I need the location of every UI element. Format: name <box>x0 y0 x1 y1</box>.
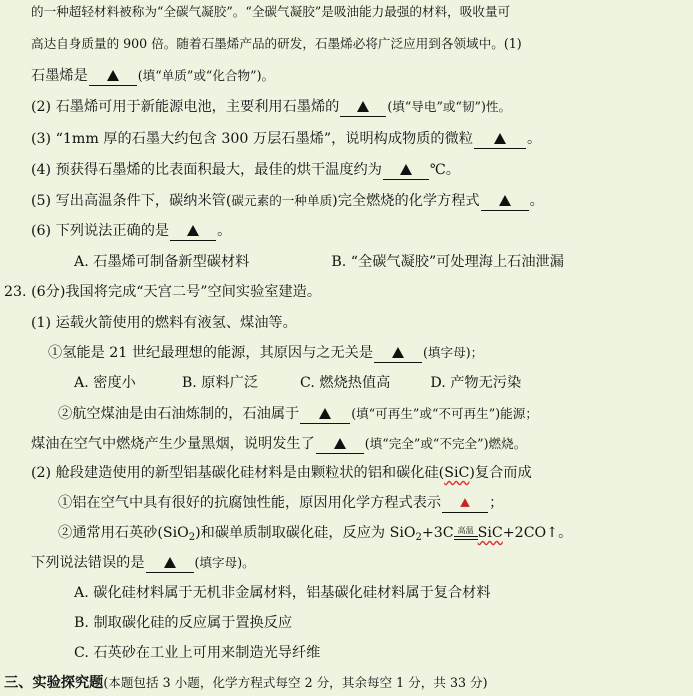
q23-1b2-text: 煤油在空气中燃烧产生少量黑烟，说明发生了 <box>31 436 315 452</box>
answer-blank[interactable] <box>146 554 194 573</box>
q23-2 <box>31 463 532 485</box>
answer-blank[interactable] <box>481 192 529 211</box>
q22-3-text: (3) “1mm 厚的石墨大约包含 300 万层石墨烯”，说明构成物质的微粒 <box>31 131 473 147</box>
triangle-marker-icon <box>334 438 346 449</box>
answer-blank[interactable] <box>474 130 526 149</box>
triangle-marker-icon <box>187 225 199 236</box>
section-3-note: (本题包括 3 小题，化学方程式每空 2 分，其余每空 1 分，共 33 分) <box>103 675 488 690</box>
q23-2a-text: ①铝在空气中具有很好的抗腐蚀性能，原因用化学方程式表示 <box>58 495 442 511</box>
q23-title-text: 23. (6分)我国将完成“天宫二号”空间实验室建造。 <box>4 284 322 300</box>
triangle-marker-icon <box>107 70 119 81</box>
text-line-1 <box>31 2 510 24</box>
text-line-2 <box>31 34 522 56</box>
reactant-c: +3C <box>421 525 454 541</box>
q23-2-c <box>31 553 255 575</box>
triangle-marker-icon <box>499 195 511 206</box>
q22-1-hint: (填“单质”或“化合物”)。 <box>137 68 275 83</box>
answer-blank[interactable] <box>442 494 488 513</box>
answer-blank[interactable] <box>340 98 386 117</box>
subscript-2: 2 <box>188 532 196 543</box>
q22-6-end: 。 <box>217 223 232 239</box>
sic-formula: SiC <box>444 465 470 481</box>
q23-1 <box>31 313 297 335</box>
section-3-heading <box>4 673 488 695</box>
q22-4-end: ℃。 <box>429 162 460 178</box>
q23-2c-hint: (填字母)。 <box>194 555 255 570</box>
q22-6 <box>31 221 231 243</box>
answer-blank[interactable] <box>383 161 429 180</box>
reaction-condition: 高温 <box>454 527 478 540</box>
q23-1-a <box>48 343 483 365</box>
triangle-marker-icon <box>460 498 470 507</box>
q23-2c-text: 下列说法错误的是 <box>31 555 145 571</box>
q22-3 <box>31 129 541 151</box>
q23-2a-end: ； <box>489 495 504 511</box>
q22-3-end: 。 <box>526 131 542 147</box>
q23-2-text2: )复合而成 <box>469 465 532 481</box>
q23-1b-text: ②航空煤油是由石油炼制的，石油属于 <box>58 406 300 422</box>
q23-2-a <box>58 493 503 515</box>
q23-1a-hint: (填字母)； <box>423 345 484 360</box>
option-d: D. 产物无污染 <box>430 375 522 391</box>
q23-2-option-c <box>74 643 320 665</box>
answer-blank[interactable] <box>374 344 422 363</box>
option-c: C. 燃烧热值高 <box>300 375 391 391</box>
option-c: C. 石英砂在工业上可用来制造光导纤维 <box>74 645 321 661</box>
line-1-text: 的一种超轻材料被称为“全碳气凝胶”。“全碳气凝胶”是吸油能力最强的材料，吸收量可 <box>31 4 511 19</box>
line-2-text: 高达自身质量的 900 倍。随着石墨烯产品的研发，石墨烯必将广泛应用到各领域中。(1) <box>31 36 522 51</box>
option-b: B. 原料广泛 <box>181 375 259 391</box>
answer-blank[interactable] <box>300 405 350 424</box>
option-b: B. “全碳气凝胶”可处理海上石油泄漏 <box>331 254 564 270</box>
option-a: A. 密度小 <box>74 375 136 391</box>
q22-5-end: 。 <box>529 193 544 209</box>
q22-4 <box>31 160 460 182</box>
q22-6-options <box>74 252 564 274</box>
section-3-title: 三、实验探究题 <box>4 675 104 691</box>
q23-1-text: (1) 运载火箭使用的燃料有液氢、煤油等。 <box>31 315 297 331</box>
q23-1-b2 <box>31 434 526 456</box>
subscript-2: 2 <box>415 532 422 543</box>
triangle-marker-icon <box>494 133 506 144</box>
q23-2b-end: +2CO↑。 <box>502 525 573 541</box>
q23-1a-options <box>74 373 521 395</box>
q23-title <box>4 282 321 304</box>
q22-2 <box>31 97 511 119</box>
triangle-marker-icon <box>400 164 412 175</box>
q23-2-b <box>58 523 572 545</box>
q22-4-text: (4) 预获得石墨烯的比表面积最大，最佳的烘干温度约为 <box>31 162 382 178</box>
q22-5-note: 碳元素的一种单质 <box>231 193 333 208</box>
q23-2-option-b <box>74 613 292 635</box>
q22-5 <box>31 191 544 213</box>
q22-5-text: (5) 写出高温条件下，碳纳米管( <box>31 193 232 209</box>
q23-1b-hint: (填“可再生”或“不可再生”)能源； <box>351 406 538 421</box>
product-sic: SiC <box>477 525 503 541</box>
answer-blank[interactable] <box>170 222 216 241</box>
triangle-marker-icon <box>392 347 404 358</box>
q22-2-hint: (填“导电”或“韧”)性。 <box>387 99 512 114</box>
answer-blank[interactable] <box>316 435 364 454</box>
q22-1-text: 石墨烯是 <box>31 68 88 84</box>
q23-1a-text: ①氢能是 21 世纪最理想的能源，其原因与之无关是 <box>48 345 374 361</box>
option-a: A. 石墨烯可制备新型碳材料 <box>74 254 250 270</box>
option-a: A. 碳化硅材料属于无机非金属材料，铝基碳化硅材料属于复合材料 <box>74 585 491 601</box>
triangle-marker-icon <box>164 557 176 568</box>
answer-blank[interactable] <box>89 67 137 86</box>
triangle-marker-icon <box>319 408 331 419</box>
q22-1 <box>31 66 274 88</box>
q22-5-text2: )完全燃烧的化学方程式 <box>332 193 480 209</box>
q22-2-text: (2) 石墨烯可用于新能源电池，主要利用石墨烯的 <box>31 99 340 115</box>
q23-2b-text2: )和碳单质制取碳化硅，反应为 SiO <box>195 525 416 541</box>
option-b: B. 制取碳化硅的反应属于置换反应 <box>74 615 293 631</box>
q23-2-text: (2) 舱段建造使用的新型铝基碳化硅材料是由颗粒状的铝和碳化硅( <box>31 465 445 481</box>
triangle-marker-icon <box>357 101 369 112</box>
q23-2b-text: ②通常用石英砂(SiO <box>58 525 189 541</box>
q23-1-b <box>58 404 538 426</box>
q23-1b2-hint: (填“完全”或“不完全”)燃烧。 <box>364 436 527 451</box>
q22-6-text: (6) 下列说法正确的是 <box>31 223 170 239</box>
q23-2-option-a <box>74 583 491 605</box>
